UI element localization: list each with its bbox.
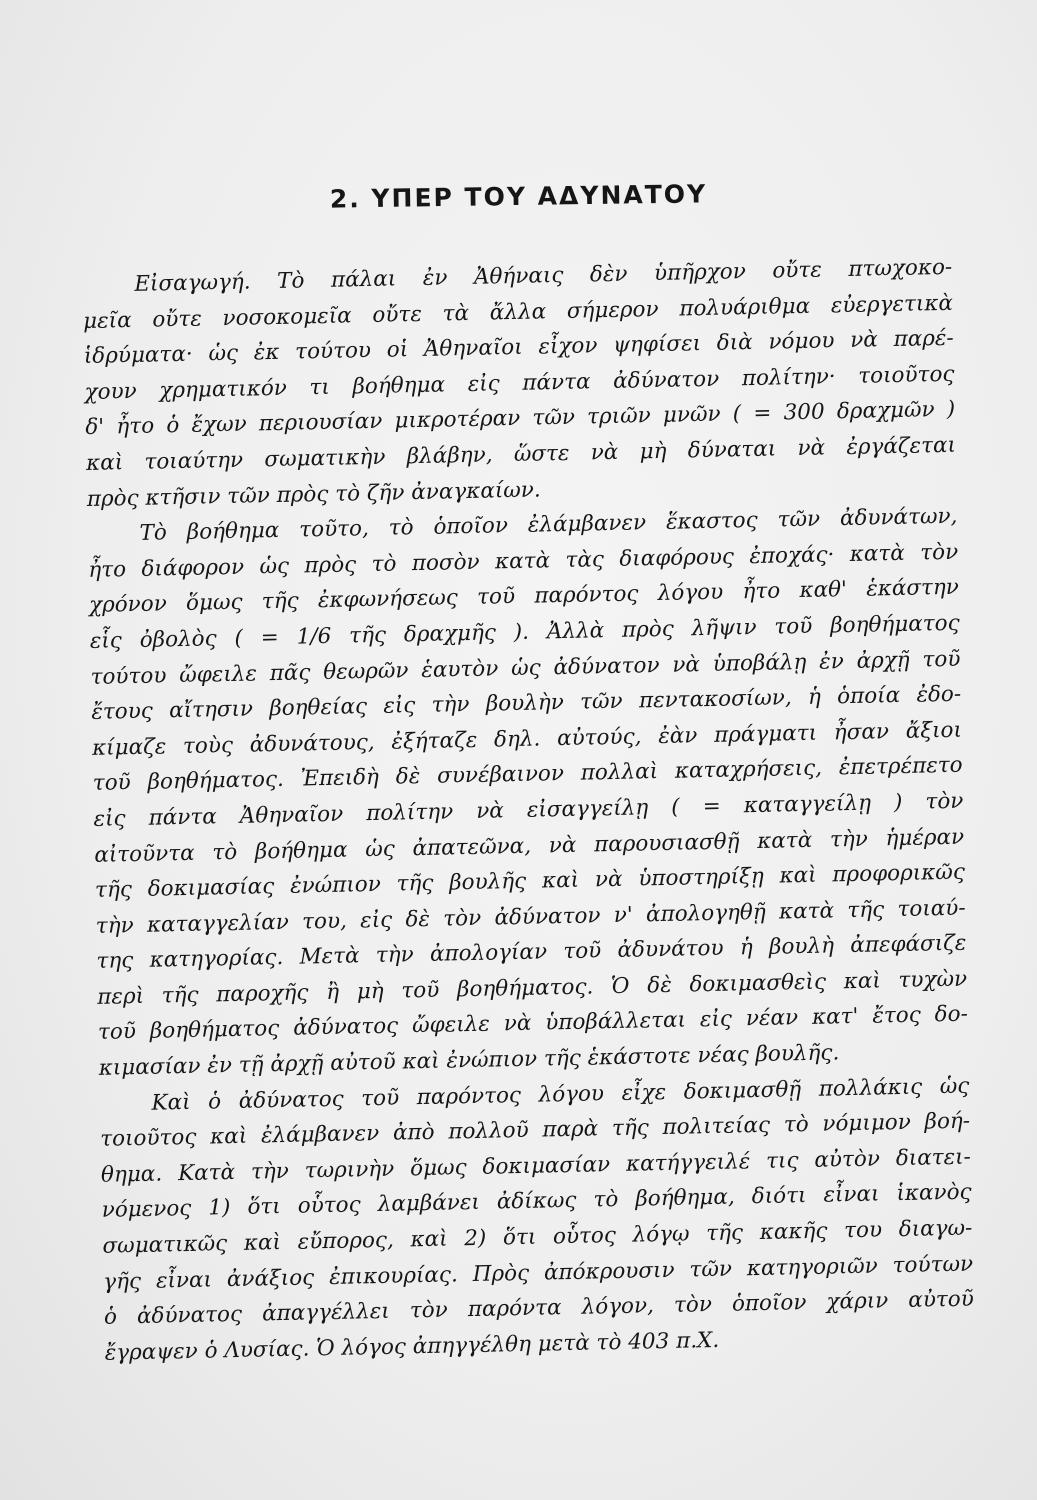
text-line: κιμασίαν ἐν τῇ ἀρχῇ αὐτοῦ καὶ ἐνώπιον τῆς ἑκάστοτε νέας βουλῆς. xyxy=(98,1040,840,1081)
text-line: Τὸ βοήθημα τοῦτο, τὸ ὁποῖον ἐλάμβανεν ἕκαστος τῶν ἀδυνάτων, xyxy=(139,503,958,547)
text-line: πρὸς κτῆσιν τῶν πρὸς τὸ ζῆν ἀναγκαίων. xyxy=(86,477,541,512)
text-line: τὴν καταγγελίαν του, εἰς δὲ τὸν ἀδύνατον ν' ἀπολογηθῇ κατὰ τῆς τοιαύ- xyxy=(95,895,966,939)
text-line: περὶ τῆς παροχῆς ἢ μὴ τοῦ βοηθήματος. Ὁ δὲ δοκιμασθεὶς καὶ τυχὼν xyxy=(97,966,968,1010)
text-line: τῆς δοκιμασίας ἐνώπιον τῆς βουλῆς καὶ νὰ ὑποστηρίξῃ καὶ προφορικῶς xyxy=(94,859,966,903)
text-line: χουν χρηματικόν τι βοήθημα εἰς πάντα ἀδύνατον πολίτην· τοιοῦτος xyxy=(84,361,955,405)
text-line: εἷς ὀβολὸς ( = 1/6 τῆς δραχμῆς ). Ἀλλὰ πρὸς λῆψιν τοῦ βοηθήματος xyxy=(89,610,960,654)
chapter-heading: 2. ΥΠΕΡ ΤΟΥ ΑΔΥΝΑΤΟΥ xyxy=(329,179,708,214)
text-line: τοιοῦτος καὶ ἐλάμβανεν ἀπὸ πολλοῦ παρὰ τῆς πολιτείας τὸ νόμιμον βοή- xyxy=(99,1108,971,1153)
text-line: εἰς πάντα Ἀθηναῖον πολίτην νὰ εἰσαγγείλῃ ( = καταγγείλῃ ) τὸν xyxy=(93,788,964,832)
text-line: γῆς εἶναι ἀνάξιος ἐπικουρίας. Πρὸς ἀπόκρουσιν τῶν κατηγοριῶν τούτων xyxy=(102,1251,974,1295)
text-line: ὁ ἀδύνατος ἀπαγγέλλει τὸν παρόντα λόγον, τὸν ὁποῖον χάριν αὐτοῦ xyxy=(103,1286,975,1330)
text-line: Καὶ ὁ ἀδύνατος τοῦ παρόντος λόγου εἶχε δοκιμασθῇ πολλάκις ὡς xyxy=(151,1073,970,1116)
text-line: ἔγραψεν ὁ Λυσίας. Ὁ λόγος ἀπηγγέλθη μετὰ τὸ 403 π.Χ. xyxy=(104,1327,720,1366)
text-line: χρόνον ὅμως τῆς ἐκφωνήσεως τοῦ παρόντος λόγου ἦτο καθ' ἑκάστην xyxy=(88,575,960,619)
text-line: θημα. Κατὰ τὴν τωρινὴν ὅμως δοκιμασίαν κατήγγειλέ τις αὐτὸν διατει- xyxy=(100,1144,972,1188)
text-line: τοῦ βοηθήματος. Ἐπειδὴ δὲ συνέβαινον πολλαὶ καταχρήσεις, ἐπετρέπετο xyxy=(92,752,963,797)
body-text xyxy=(82,250,975,1371)
text-line: ἔτους αἴτησιν βοηθείας εἰς τὴν βουλὴν τῶν πεντακοσίων, ἡ ὁποία ἐδο- xyxy=(91,681,962,726)
text-line: σωματικῶς καὶ εὔπορος, καὶ 2) ὅτι οὗτος λόγῳ τῆς κακῆς του διαγω- xyxy=(102,1215,973,1259)
text-line: τοῦ βοηθήματος ἀδύνατος ὤφειλε νὰ ὑποβάλλεται εἰς νέαν κατ' ἔτος δο- xyxy=(97,1002,969,1046)
text-line: αἰτοῦντα τὸ βοήθημα ὡς ἀπατεῶνα, νὰ παρουσιασθῇ κατὰ τὴν ἡμέραν xyxy=(94,824,965,868)
text-line: τούτου ὤφειλε πᾶς θεωρῶν ἑαυτὸν ὡς ἀδύνατον νὰ ὑποβάλῃ ἐν ἀρχῇ τοῦ xyxy=(90,646,961,690)
text-line: νόμενος 1) ὅτι οὗτος λαμβάνει ἀδίκως τὸ βοήθημα, διότι εἶναι ἱκανὸς xyxy=(101,1180,972,1224)
text-line: της κατηγορίας. Μετὰ τὴν ἀπολογίαν τοῦ ἀδυνάτου ἡ βουλὴ ἀπεφάσιζε xyxy=(96,930,967,975)
text-line: δ' ἦτο ὁ ἔχων περιουσίαν μικροτέραν τῶν τριῶν μνῶν ( = 300 δραχμῶν ) xyxy=(85,397,956,441)
text-line: ἱδρύματα· ὡς ἐκ τούτου οἱ Ἀθηναῖοι εἶχον ψηφίσει διὰ νόμου νὰ παρέ- xyxy=(83,325,954,370)
text-line: καὶ τοιαύτην σωματικὴν βλάβην, ὥστε νὰ μὴ δύναται νὰ ἐργάζεται xyxy=(85,432,957,476)
text-line: Εἰσαγωγή. Τὸ πάλαι ἐν Ἀθήναις δὲν ὑπῆρχον οὔτε πτωχοκο- xyxy=(134,254,953,297)
text-line: ἦτο διάφορον ὡς πρὸς τὸ ποσὸν κατὰ τὰς διαφόρους ἐποχάς· κατὰ τὸν xyxy=(88,539,959,583)
text-line: κίμαζε τοὺς ἀδυνάτους, ἐξήταζε δηλ. αὐτούς, ἐὰν πράγματι ἦσαν ἄξιοι xyxy=(91,717,963,761)
text-line: μεῖα οὔτε νοσοκομεῖα οὔτε τὰ ἄλλα σήμερον πολυάριθμα εὐεργετικὰ xyxy=(82,290,954,334)
